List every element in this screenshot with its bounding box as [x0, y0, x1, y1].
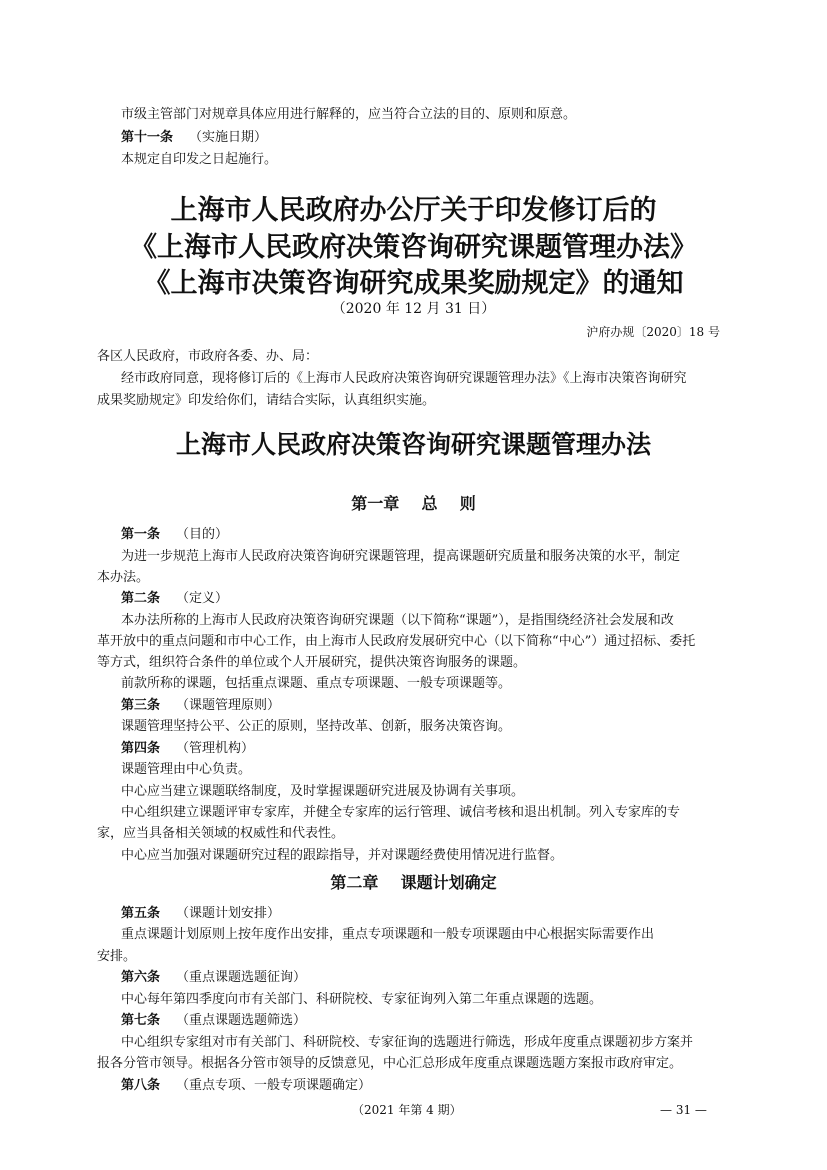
page-number: — 31 —: [660, 1103, 707, 1117]
article-title: （目的）: [176, 527, 229, 542]
article-heading: [0, 697, 827, 715]
article-title: （重点专项、一般专项课题确定）: [176, 1078, 372, 1093]
text-line: 家，应当具备相关领域的权威性和代表性。: [97, 826, 345, 841]
text-line: 课题管理由中心负责。: [121, 762, 252, 777]
article-label: 第七条: [121, 1013, 161, 1028]
text-line: 中心每年第四季度向市有关部门、科研院校、专家征询列入第二年重点课题的选题。: [121, 992, 603, 1007]
notice-date: （2020 年 12 月 31 日）: [331, 301, 496, 317]
article-title: （重点课题选题征询）: [176, 970, 307, 985]
notice-title-line: 《上海市人民政府决策咨询研究课题管理办法》: [130, 232, 697, 263]
text-line: 为进一步规范上海市人民政府决策咨询研究课题管理，提高课题研究质量和服务决策的水平，制定: [121, 549, 681, 564]
article-heading: [0, 740, 827, 758]
article-label: 第二条: [121, 591, 161, 606]
article-title: （定义）: [176, 591, 229, 606]
text-line: 前款所称的课题，包括重点课题、重点专项课题、一般专项课题等。: [121, 676, 512, 691]
text-line: 中心应当建立课题联络制度，及时掌握课题研究进展及协调有关事项。: [121, 784, 525, 799]
article-label: 第六条: [121, 970, 161, 985]
document-number: 沪府办规〔2020〕18 号: [586, 325, 720, 339]
article-title: （实施日期）: [189, 130, 268, 145]
text-line: 本办法。: [97, 570, 150, 585]
article-heading: [0, 969, 827, 987]
article-label: 第八条: [121, 1078, 161, 1093]
notice-title-line: 《上海市决策咨询研究成果奖励规定》的通知: [143, 268, 684, 299]
article-heading: [0, 129, 827, 147]
article-label: 第一条: [121, 527, 161, 542]
article-label: 第四条: [121, 741, 161, 756]
article-title: （课题计划安排）: [176, 906, 281, 921]
text-line: 中心组织专家组对市有关部门、科研院校、专家征询的选题进行筛选，形成年度重点课题初步方案并: [121, 1035, 694, 1050]
article-label: 第三条: [121, 698, 161, 713]
article-heading: [0, 905, 827, 923]
article-title: （课题管理原则）: [176, 698, 281, 713]
text-line: 安排。: [97, 949, 137, 964]
text-line: 本办法所称的上海市人民政府决策咨询研究课题（以下简称“课题”），是指围绕经济社会发展和改: [121, 613, 674, 628]
text-line: 本规定自印发之日起施行。: [121, 152, 278, 167]
text-line: 中心应当加强对课题研究过程的跟踪指导，并对课题经费使用情况进行监督。: [121, 848, 564, 863]
text-line: 等方式，组织符合条件的单位或个人开展研究，提供决策咨询服务的课题。: [97, 655, 527, 670]
issue-footer: （2021 年第 4 期）: [352, 1103, 462, 1117]
article-label: 第五条: [121, 906, 161, 921]
text-line: 重点课题计划原则上按年度作出安排，重点专项课题和一般专项课题由中心根据实际需要作出: [121, 927, 655, 942]
article-heading: [0, 526, 827, 544]
chapter-heading: 第二章 课题计划确定: [330, 873, 497, 892]
article-heading: [0, 1012, 827, 1030]
article-heading: [0, 590, 827, 608]
text-line: 成果奖励规定》印发给你们，请结合实际，认真组织实施。: [97, 393, 436, 408]
article-heading: [0, 1077, 827, 1095]
article-label: 第十一条: [121, 130, 174, 145]
text-line: 经市政府同意，现将修订后的《上海市人民政府决策咨询研究课题管理办法》《上海市决策咨询研究: [121, 371, 687, 386]
measures-title: 上海市人民政府决策咨询研究课题管理办法: [175, 430, 651, 459]
text-line: 报各分管市领导。根据各分管市领导的反馈意见，中心汇总形成年度重点课题选题方案报市政府审定。: [97, 1056, 683, 1071]
article-title: （管理机构）: [176, 741, 255, 756]
text-line: 革开放中的重点问题和市中心工作，由上海市人民政府发展研究中心（以下简称“中心”）通过招标、委托: [97, 634, 696, 649]
text-line: 课题管理坚持公平、公正的原则，坚持改革、创新，服务决策咨询。: [121, 719, 512, 734]
addressee: 各区人民政府，市政府各委、办、局：: [97, 349, 319, 364]
text-line: 中心组织建立课题评审专家库，并健全专家库的运行管理、诚信考核和退出机制。列入专家库的专: [121, 805, 681, 820]
chapter-heading: 第一章 总 则: [351, 494, 476, 513]
text-line: 市级主管部门对规章具体应用进行解释的，应当符合立法的目的、原则和原意。: [121, 107, 577, 122]
notice-title-line: 上海市人民政府办公厅关于印发修订后的: [170, 195, 657, 226]
article-title: （重点课题选题筛选）: [176, 1013, 307, 1028]
